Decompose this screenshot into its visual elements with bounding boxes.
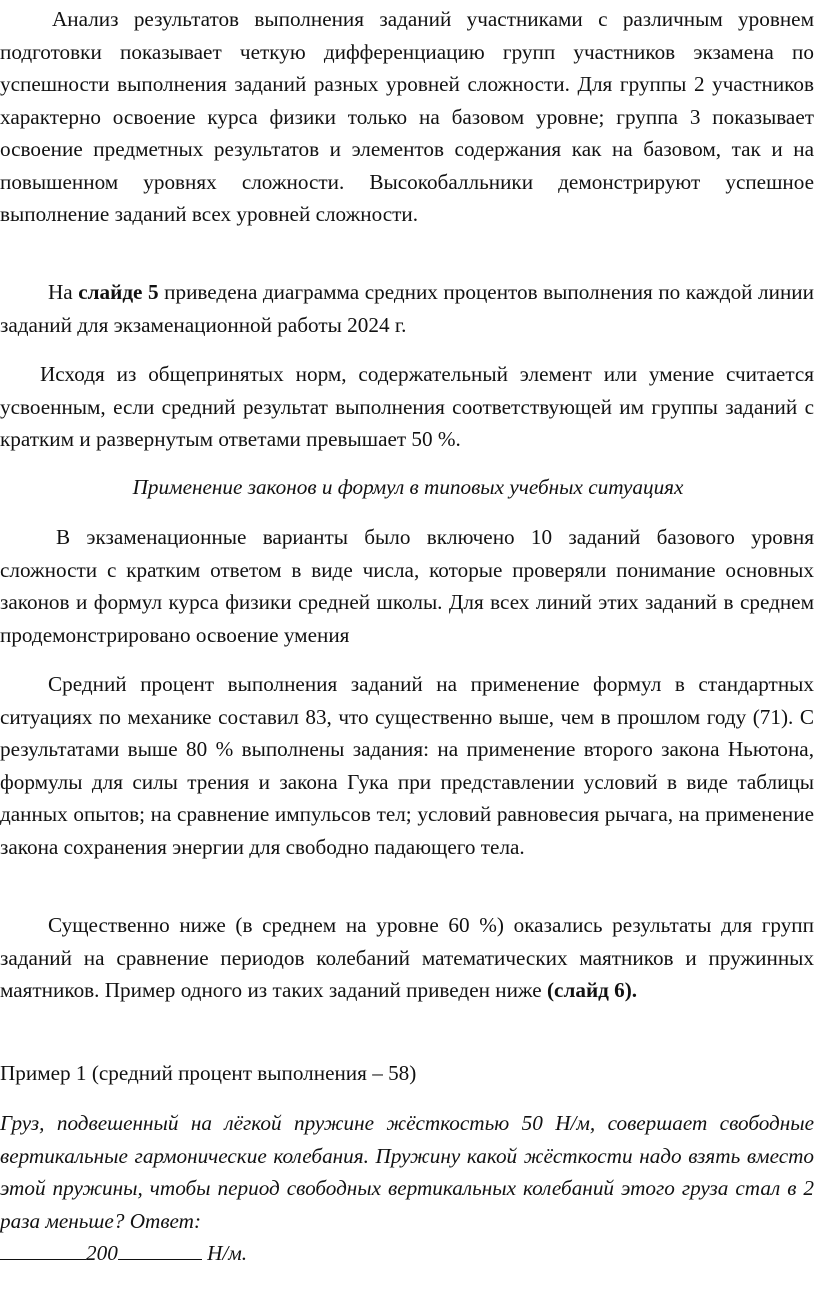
paragraph-oscillations-text: Существенно ниже (в среднем на уровне 60 %) оказались результаты для групп заданий на сравнение периодов колебаний математических маятников и пружинных маятников. Пример одного из таких заданий приведен ниже: [0, 913, 814, 1002]
answer-blank-left: [0, 1239, 86, 1260]
paragraph-slide-5-start: На: [48, 280, 79, 304]
answer-label: Ответ:: [129, 1208, 201, 1233]
section-heading: Применение законов и формул в типовых учебных ситуациях: [132, 475, 684, 499]
paragraph-mechanics-text: Средний процент выполнения заданий на применение формул в стандартных ситуациях по механике составил 83, что существенно выше, чем в прошлом году (71). С результатами выше 80 % выполнены задания: на применение второго закона Ньютона, формулы для силы трения и закона Гука при представлении условий в виде таблицы данных опытов; на сравнение импульсов тел; условий равновесия рычага, на применение закона сохранения энергии для свободно падающего тела.: [0, 672, 814, 859]
paragraph-oscillations: [0, 909, 814, 1007]
paragraph-analysis-text: Анализ результатов выполнения заданий участниками с различным уровнем подготовки показывает четкую дифференциацию групп участников экзамена по успешности выполнения заданий разных уровней сложности. Для группы 2 участников характерно освоение курса физики только на базовом уровне; группа 3 показывает освоение предметных результатов и элементов содержания как на базовом, так и на повышенном уровнях сложности. Высокобалльники демонстрируют успешное выполнение заданий всех уровней сложности.: [0, 7, 814, 226]
paragraph-analysis: [0, 3, 814, 231]
paragraph-mechanics: [0, 668, 814, 863]
answer-value: 200: [86, 1241, 118, 1265]
paragraph-basic-tasks-text: В экзаменационные варианты было включено 10 заданий базового уровня сложности с кратким ответом в виде числа, которые проверяли понимание основных законов и формул курса физики средней школы. Для всех линий этих заданий в среднем продемонстрировано освоение умения: [0, 525, 814, 647]
paragraph-norms-text: Исходя из общепринятых норм, содержательный элемент или умение считается усвоенным, если средний результат выполнения соответствующей им группы заданий с кратким и развернутым ответами превышает 50 %.: [0, 362, 814, 451]
answer-blank-right: [118, 1239, 202, 1260]
paragraph-norms: [0, 358, 814, 456]
answer-line: [0, 1237, 814, 1270]
slide-5-reference: слайде 5: [78, 280, 159, 304]
example-label: Пример 1 (средний процент выполнения – 58): [0, 1061, 417, 1085]
answer-unit: Н/м.: [207, 1241, 248, 1265]
slide-6-reference: (слайд 6).: [547, 978, 638, 1002]
paragraph-basic-tasks: [0, 521, 814, 651]
paragraph-slide-5: [0, 276, 814, 341]
example-task-text: Груз, подвешенный на лёгкой пружине жёсткостью 50 Н/м, совершает свободные вертикальные гармонические колебания. Пружину какой жёсткости надо взять вместо этой пружины, чтобы период свободных вертикальных колебаний этого груза стал в 2 раза меньше?: [0, 1111, 814, 1233]
paragraph-slide-5-end: приведена диаграмма средних процентов выполнения по каждой линии заданий для экзаменационной работы 2024 г.: [0, 280, 814, 337]
example-task: [0, 1107, 814, 1270]
